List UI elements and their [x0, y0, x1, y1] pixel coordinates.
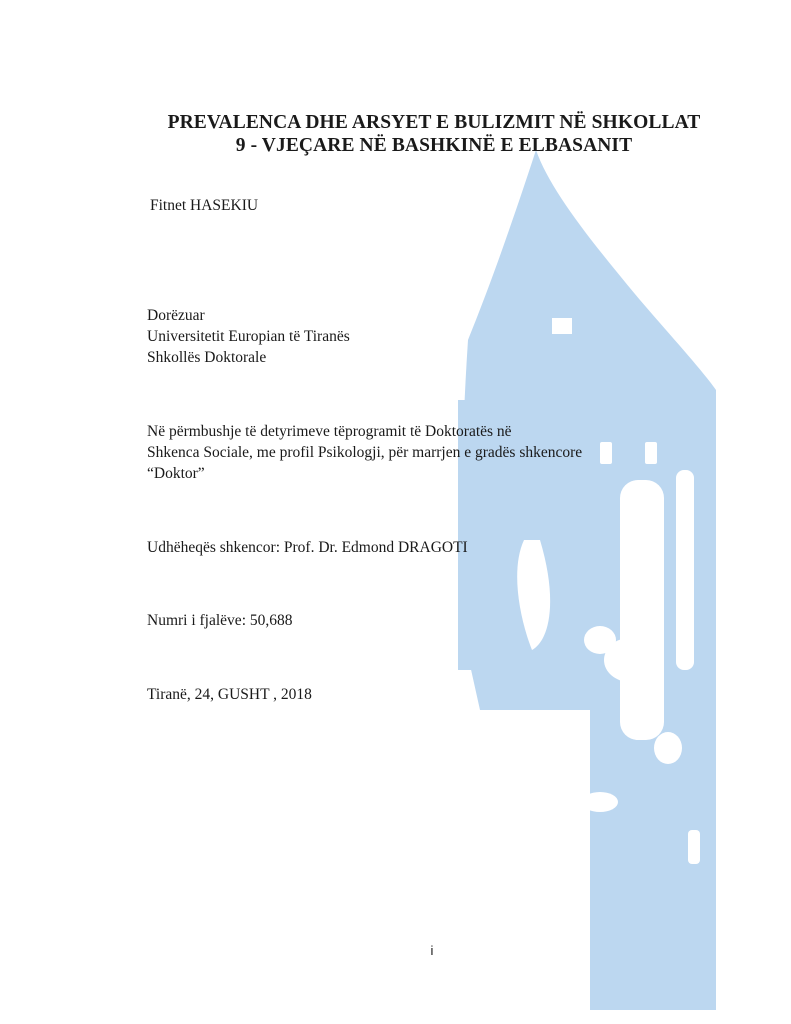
- thesis-title-line-1: PREVALENCA DHE ARSYET E BULIZMIT NË SHKOLLAT: [167, 112, 701, 133]
- submission-block: [147, 305, 350, 368]
- thesis-title-line-2: 9 - VJEÇARE NË BASHKINË E ELBASANIT: [235, 135, 633, 156]
- submission-line-3: Shkollës Doktorale: [147, 349, 267, 366]
- fulfillment-line-3: “Doktor”: [147, 465, 205, 482]
- word-count: Numri i fjalëve: 50,688: [147, 612, 293, 629]
- place-and-date: Tiranë, 24, GUSHT , 2018: [147, 686, 312, 703]
- university-building-watermark-icon: [440, 150, 716, 1010]
- fulfillment-line-2: Shkenca Sociale, me profil Psikologji, për marrjen e gradës shkencore: [147, 444, 583, 461]
- author-name: Fitnet HASEKIU: [150, 197, 259, 214]
- supervisor-line: Udhëheqës shkencor: Prof. Dr. Edmond DRAGOTI: [147, 539, 468, 556]
- fulfillment-line-1: Në përmbushje të detyrimeve tëprogramit të Doktoratës në: [147, 423, 512, 440]
- submission-line-2: Universitetit Europian të Tiranës: [147, 328, 350, 345]
- thesis-title: [120, 111, 748, 157]
- fulfillment-statement: [147, 421, 582, 484]
- page-number: i: [430, 943, 434, 958]
- submission-line-1: Dorëzuar: [147, 307, 205, 324]
